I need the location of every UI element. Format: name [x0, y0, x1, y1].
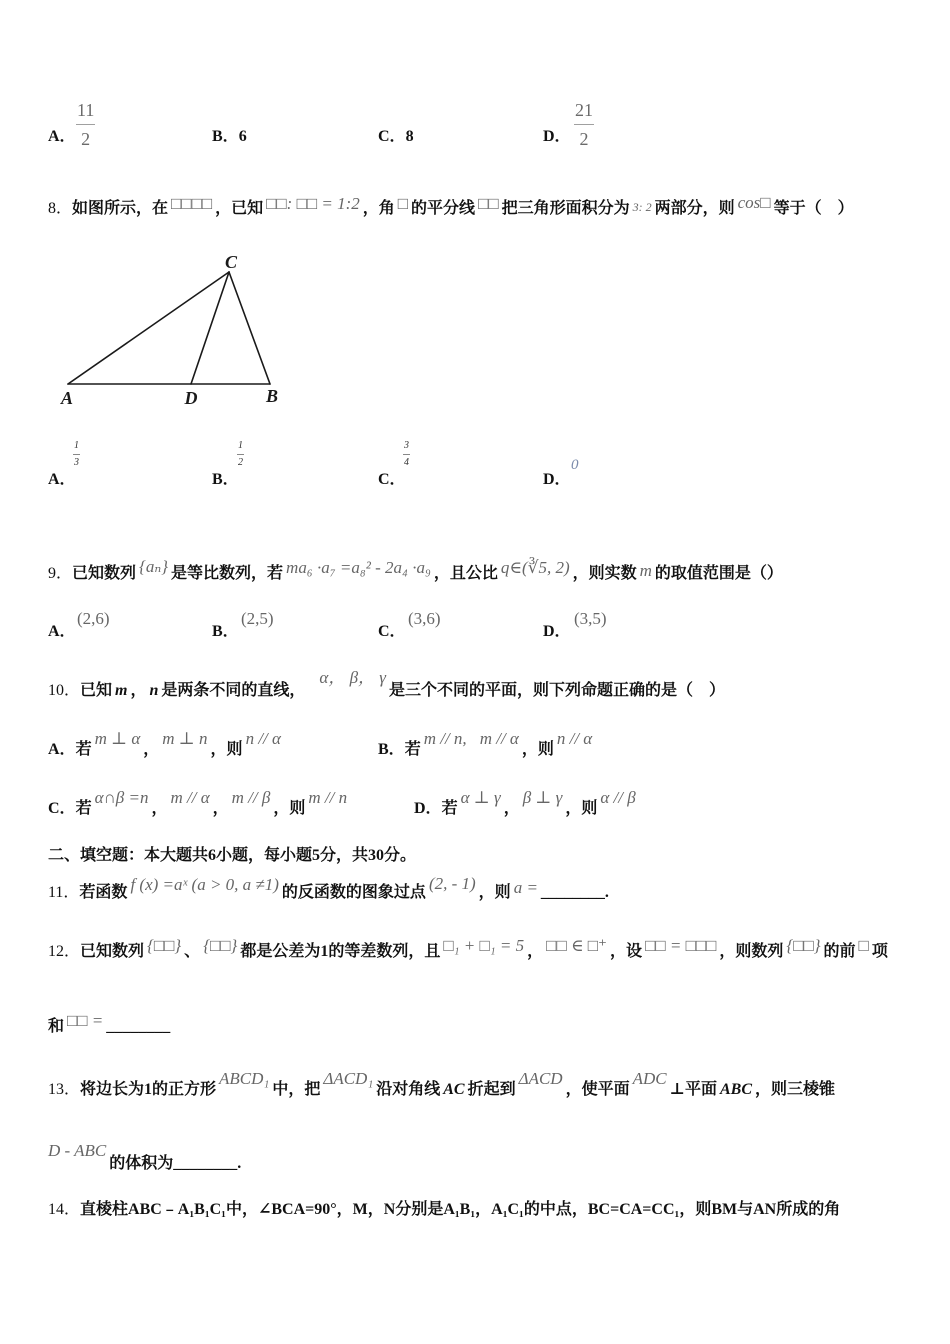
q12-text-2: 、 [184, 943, 201, 960]
q8-number: 8． [48, 200, 73, 217]
q7-option-b-value: 6 [238, 128, 247, 145]
q10-text-1: 已知 [80, 682, 113, 699]
q11-number: 11． [48, 884, 80, 901]
q9-text-2: 是等比数列，若 [171, 565, 284, 582]
q10-option-a [48, 729, 284, 760]
q10-option-d-formula-2: β ⊥ γ [522, 788, 563, 807]
q8-text-4: 的平分线 [411, 200, 476, 217]
vertex-label-c: C [224, 252, 238, 272]
q8-option-a-fraction [73, 440, 80, 469]
q13-text-7: ，则三棱锥 [755, 1081, 836, 1098]
q13-text-6: ⊥平面 [669, 1081, 717, 1098]
q10-option-a-formula-2: m ⊥ n [162, 729, 208, 748]
q8-text-2: ，已知 [215, 200, 264, 217]
q13-number: 13． [48, 1081, 81, 1098]
q10-option-d-formula-1: α ⊥ γ [460, 788, 501, 807]
question-9 [48, 557, 783, 584]
fraction-bar [73, 454, 80, 455]
q8-formula-5: 3: 2 [632, 200, 652, 214]
fraction-bar [403, 454, 410, 455]
q8-text-7: 等于（ ） [773, 200, 854, 217]
q10-option-a-formula-3: n // α [245, 729, 281, 748]
q13-formula-2: ΔACD₁ [323, 1069, 374, 1088]
q13-text-2: 中，把 [272, 1081, 321, 1098]
q10-option-b-then: ，则 [521, 741, 554, 758]
q10-option-a-then: ，则 [210, 741, 243, 758]
q7-option-c-value: 8 [405, 128, 414, 145]
q10-text-2: ， [130, 682, 147, 699]
q11-text-4: . [604, 884, 609, 901]
q12-formula-4: □□ ∈ □⁺ [546, 936, 608, 955]
q13-text-9: . [237, 1155, 242, 1172]
q12-text-5: ，设 [610, 943, 643, 960]
q10-option-c-formula-2: m // α [170, 788, 210, 807]
q14-number: 14． [48, 1201, 81, 1218]
q9-formula-1: {aₙ} [139, 557, 169, 576]
vertex-label-a: A [60, 388, 74, 408]
q7-option-d-fraction [574, 99, 594, 150]
q13-formula-4: ADC [632, 1069, 667, 1088]
question-8 [48, 193, 854, 219]
q12-text-7: 的前 [823, 943, 856, 960]
q10-option-a-sep-1: ， [143, 741, 160, 758]
question-14 [48, 1199, 840, 1221]
q10-option-c-then: ，则 [273, 800, 306, 817]
q13-formula-3: ΔACD [518, 1069, 563, 1088]
q10-var-n: n [149, 682, 159, 699]
q10-option-d-sep-1: ， [503, 800, 520, 817]
q12-number: 12． [48, 943, 81, 960]
q9-formula-3: q∈(∛5, 2) [500, 558, 570, 577]
question-13-line-2 [48, 1141, 242, 1174]
q9-option-a-label: A． [48, 623, 76, 640]
q9-option-c-label: C． [378, 623, 406, 640]
q13-answer-blank: ________ [173, 1155, 238, 1172]
q8-option-b-denominator: 2 [238, 457, 243, 468]
q8-option-b [212, 469, 239, 495]
q8-option-a-numerator: 1 [74, 440, 79, 451]
q10-option-b-formula-3: n // α [556, 729, 593, 748]
q8-formula-4: □□ [478, 194, 499, 213]
q13-formula-1: ABCD₁ [219, 1069, 270, 1088]
q13-var-ac: AC [443, 1081, 465, 1098]
q13-text-5: ，使平面 [565, 1081, 630, 1098]
question-10 [48, 668, 726, 701]
q10-option-c [48, 788, 350, 819]
q7-option-c [378, 126, 414, 152]
q10-option-b-label: B． [378, 741, 405, 758]
q10-option-b-formula-2: m // α [479, 729, 519, 748]
q10-option-d-if: 若 [441, 800, 458, 817]
q10-option-d-formula-3: α // β [600, 788, 636, 807]
q11-formula-3: a = [513, 878, 538, 897]
q12-formula-7: □ [858, 936, 869, 955]
q10-option-c-formula-3: m // β [231, 788, 271, 807]
q8-option-c-label: C． [378, 471, 406, 488]
q11-answer-blank: ________ [540, 884, 605, 901]
q8-text-3: ，角 [362, 200, 395, 217]
q11-formula-1: f (x) =aˣ (a > 0, a ≠1) [130, 875, 279, 894]
q9-option-b [212, 621, 239, 647]
q9-option-c [378, 621, 406, 647]
q9-text-1: 已知数列 [72, 565, 137, 582]
q9-option-d-label: D． [543, 623, 571, 640]
q8-option-b-fraction [237, 440, 244, 469]
q8-option-b-numerator: 1 [238, 440, 243, 451]
q7-option-a-fraction [76, 99, 95, 150]
q10-option-c-if: 若 [75, 800, 92, 817]
q11-text-2: 的反函数的图象过点 [281, 884, 426, 901]
q8-option-c-denominator: 4 [404, 457, 409, 468]
q8-text-1: 如图所示，在 [72, 200, 169, 217]
q8-option-c [378, 469, 406, 495]
q8-formula-1: □□□□ [171, 194, 213, 213]
q10-option-a-label: A． [48, 741, 76, 758]
q10-option-d-then: ，则 [565, 800, 598, 817]
q13-text-3: 沿对角线 [376, 1081, 441, 1098]
q12-text-8: 项 [871, 943, 888, 960]
q8-option-c-numerator: 3 [404, 440, 409, 451]
q12-formula-6: {□□} [786, 936, 821, 955]
q9-option-b-label: B． [212, 623, 239, 640]
q10-text-3: 是两条不同的直线， [161, 682, 306, 699]
q12-text-3: 都是公差为1的等差数列，且 [240, 943, 441, 960]
q12-formula-1: {□□} [147, 936, 182, 955]
q9-number: 9． [48, 565, 73, 582]
q12-formula-5: □□ = □□□ [645, 936, 717, 955]
q8-text-5: 把三角形面积分为 [501, 200, 630, 217]
q12-text-6: ，则数列 [719, 943, 784, 960]
q8-option-a [48, 469, 76, 495]
q10-var-m: m [115, 682, 128, 699]
q8-text-6: 两部分，则 [654, 200, 735, 217]
q8-formula-6: cos□ [737, 193, 771, 212]
section-2-heading [48, 845, 416, 867]
question-13 [48, 1069, 836, 1100]
q7-option-d-numerator: 21 [575, 100, 593, 120]
q9-option-b-value: (2,5) [241, 609, 274, 628]
q8-option-a-label: A． [48, 471, 76, 488]
fraction-bar [574, 124, 594, 125]
q7-option-a-label: A． [48, 128, 76, 145]
vertex-label-b: B [265, 386, 279, 406]
q7-option-c-label: C． [378, 128, 406, 145]
q10-option-c-formula-1: α∩β =n [94, 788, 149, 807]
q10-option-d [414, 788, 639, 819]
q7-option-b-label: B． [212, 128, 239, 145]
q9-text-4: ，则实数 [572, 565, 637, 582]
vertex-label-d: D [184, 388, 198, 408]
q12-text-1: 已知数列 [80, 943, 145, 960]
question-12 [48, 936, 888, 962]
q10-option-b-if: 若 [404, 741, 421, 758]
q7-option-a [48, 126, 76, 152]
q12-formula-2: {□□} [203, 936, 238, 955]
q13-text-1: 将边长为1的正方形 [80, 1081, 217, 1098]
fraction-bar [76, 124, 95, 125]
q10-option-c-sep-2: ， [212, 800, 229, 817]
q10-option-a-if: 若 [75, 741, 92, 758]
q13-text-8: 的体积为 [109, 1155, 174, 1172]
q12-text-9: 和 [48, 1018, 65, 1035]
q9-option-a-value: (2,6) [77, 609, 110, 628]
q13-var-abc: ABC [719, 1081, 752, 1098]
q8-formula-3: □ [397, 194, 409, 213]
q12-text-4: ， [527, 943, 544, 960]
fraction-bar [237, 454, 244, 455]
q10-formula-planes: α， β， γ [319, 668, 387, 687]
question-12-line-2 [48, 1011, 171, 1037]
q9-option-c-value: (3,6) [408, 609, 441, 628]
q11-text-1: 若函数 [79, 884, 128, 901]
q12-formula-3: □₁ + □₁ = 5 [443, 936, 525, 955]
q12-formula-8: □□ = [67, 1011, 104, 1030]
q7-option-d-label: D． [543, 128, 571, 145]
q9-formula-4: m [639, 561, 652, 580]
q8-option-d-value: 0 [571, 457, 579, 473]
q10-option-c-formula-4: m // n [308, 788, 348, 807]
q10-option-d-label: D． [414, 800, 442, 817]
q9-option-a [48, 621, 76, 647]
q9-text-3: ，且公比 [433, 565, 498, 582]
q7-option-a-numerator: 11 [77, 100, 95, 120]
q7-option-d-denominator: 2 [579, 129, 589, 149]
q11-formula-2: (2, - 1) [428, 874, 476, 893]
q8-option-b-label: B． [212, 471, 239, 488]
q8-option-a-denominator: 3 [74, 457, 79, 468]
q8-formula-2: □□: □□ = 1:2 [266, 194, 360, 213]
q10-number: 10． [48, 682, 81, 699]
q10-text-4: 是三个不同的平面，则下列命题正确的是（ ） [389, 682, 726, 699]
q8-option-d-label: D． [543, 471, 571, 488]
q7-option-a-denominator: 2 [81, 129, 91, 149]
q9-option-d [543, 621, 571, 647]
q9-formula-2: ma₆ ·a₇ =a₈² - 2a₄ ·a₉ [286, 558, 431, 577]
q7-option-d [543, 126, 571, 152]
q10-option-c-label: C． [48, 800, 76, 817]
triangle-figure [50, 245, 295, 415]
q13-formula-5: D - ABC [48, 1141, 107, 1160]
question-11 [48, 874, 609, 903]
side-cb [229, 272, 270, 384]
bisector-cd [191, 272, 229, 384]
q13-text-4: 折起到 [467, 1081, 516, 1098]
q9-text-5: 的取值范围是（） [654, 565, 783, 582]
q10-option-b [378, 729, 595, 760]
q11-text-3: ，则 [478, 884, 511, 901]
q10-option-c-sep-1: ， [151, 800, 168, 817]
q7-option-b [212, 126, 247, 152]
side-ac [68, 272, 229, 384]
q10-option-a-formula-1: m ⊥ α [94, 729, 141, 748]
q9-option-d-value: (3,5) [574, 609, 607, 628]
q12-answer-blank: ________ [106, 1018, 171, 1035]
q8-option-d [543, 469, 571, 495]
section-2-title: 二、填空题：本大题共6小题，每小题5分，共30分。 [48, 847, 417, 864]
q8-option-c-fraction [403, 440, 410, 469]
q10-option-b-formula-1: m // n, [423, 729, 467, 748]
q14-text-1: 直棱柱ABC﹣A₁B₁C₁中，∠BCA=90°，M，N分别是A₁B₁，A₁C₁的中点，BC=CA=CC₁，则BM与AN所成的角 [80, 1201, 841, 1218]
